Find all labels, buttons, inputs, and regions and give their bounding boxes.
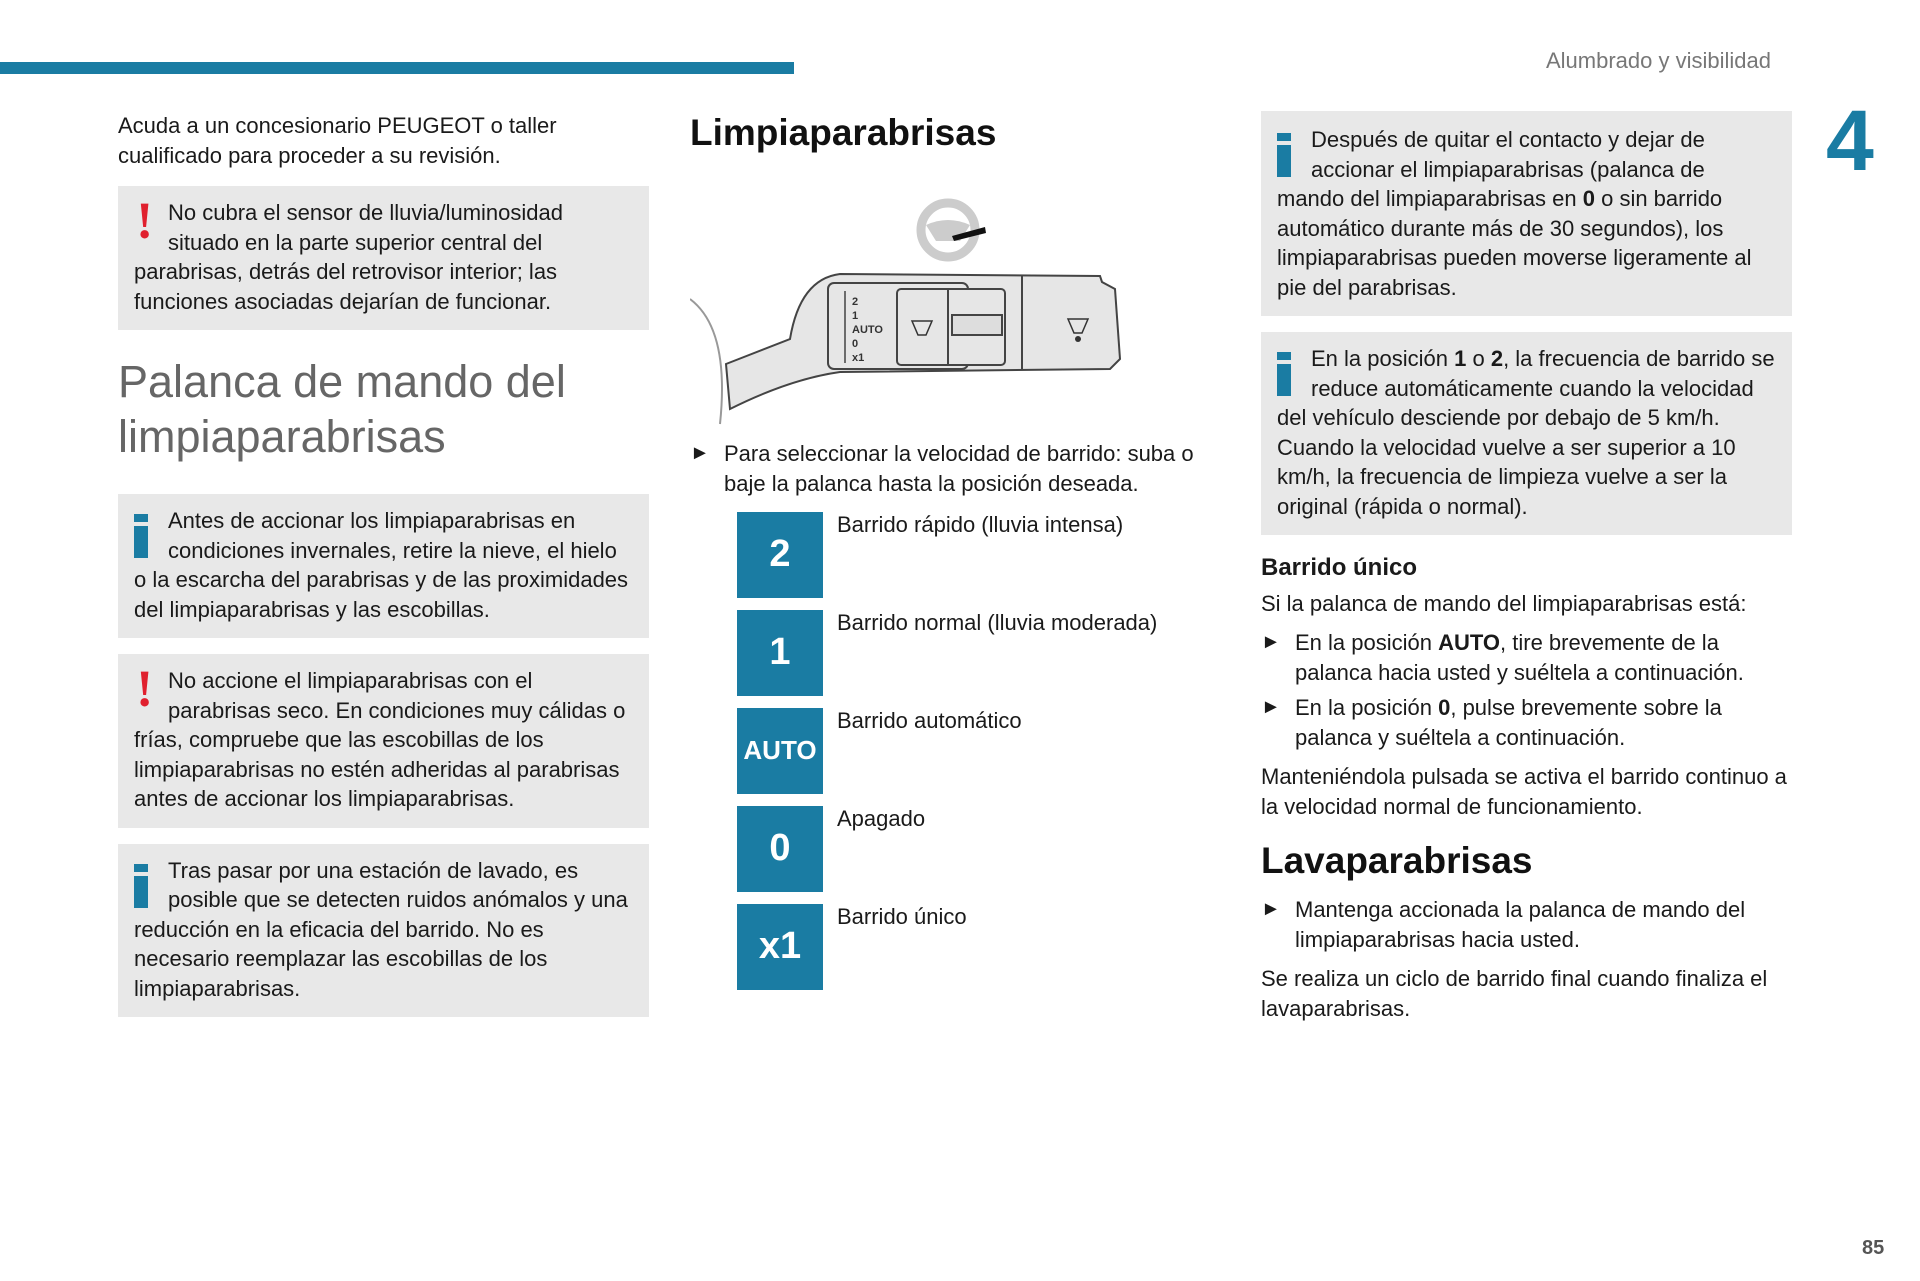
position-badge: 0 (737, 806, 823, 892)
steering-wheel-icon (921, 203, 986, 257)
instruction-text: Mantenga accionada la palanca de mando del limpiaparabrisas hacia usted. (1295, 897, 1746, 952)
arrow-icon: ► (1261, 898, 1281, 920)
arrow-icon: ► (1261, 696, 1281, 718)
info-icon (1277, 344, 1311, 400)
position-label-1: 1 (852, 310, 859, 322)
info-text: Después de quitar el contacto y dejar de accionar el limpiaparabrisas (palanca de mando del limpiaparabrisas en 0 o sin barrido automático durante más de 30 segundos), los limpiaparabrisas pueden moverse ligeramente al pie del parabrisas. (1277, 127, 1752, 300)
info-icon (1277, 125, 1311, 181)
instruction-text: En la posición AUTO, tire brevemente de la palanca hacia usted y suéltela a continuación. (1295, 630, 1744, 685)
position-label-0: 0 (852, 338, 859, 350)
info-box (118, 494, 649, 638)
wiper-stalk-illustration (690, 159, 1150, 429)
position-label: Apagado (837, 806, 926, 831)
column-3 (1261, 111, 1792, 1023)
position-label: Barrido rápido (lluvia intensa) (837, 512, 1124, 537)
warning-box (118, 186, 649, 330)
position-label-auto: AUTO (852, 324, 883, 336)
info-text: Cuando la velocidad vuelve a ser superior a 10 km/h, la frecuencia de limpieza vuelve a ser la original (rápida o normal). (1277, 434, 1736, 519)
position-item (690, 904, 1200, 1002)
instruction-bullet (1261, 693, 1792, 752)
arrow-icon: ► (1261, 631, 1281, 653)
position-list (690, 512, 1200, 1002)
subheading: Barrido único (1261, 554, 1418, 581)
intro-text: Acuda a un concesionario PEUGEOT o taller cualificado para proceder a su revisión. (118, 113, 557, 168)
info-text: Tras pasar por una estación de lavado, es posible que se detecten ruidos anómalos y una reducción en la eficacia del barrido. No es necesario reemplazar las escobillas de los limpiaparabrisas. (134, 857, 628, 1001)
arrow-icon: ► (690, 442, 710, 464)
info-text: En la posición 1 o 2, la frecuencia de barrido se reduce automáticamente cuando la velocidad del vehículo desciende por debajo de 5 km/h. (1277, 346, 1775, 430)
column-1 (118, 111, 649, 1033)
info-box (1261, 332, 1792, 535)
body-text: Si la palanca de mando del limpiaparabrisas está: (1261, 590, 1747, 616)
position-item (690, 610, 1200, 708)
position-badge: AUTO (737, 708, 823, 794)
section-heading: Limpiaparabrisas (690, 112, 997, 153)
warning-icon: ! (136, 661, 154, 718)
header-accent-bar (0, 62, 794, 74)
info-box (1261, 111, 1792, 316)
position-item (690, 708, 1200, 806)
section-heading: Palanca de mando del limpiaparabrisas (118, 356, 566, 462)
position-badge: 2 (737, 512, 823, 598)
section-title: Alumbrado y visibilidad (1546, 48, 1771, 73)
instruction-bullet (1261, 895, 1792, 954)
info-icon (134, 506, 168, 562)
chapter-number: 4 (1826, 93, 1874, 189)
instruction-bullet (690, 439, 1200, 498)
warning-text: No cubra el sensor de lluvia/luminosidad situado en la parte superior central del parabrisas, detrás del retrovisor interior; las funciones asociadas dejarían de funcionar. (134, 200, 563, 314)
body-text: Se realiza un ciclo de barrido final cuando finaliza el lavaparabrisas. (1261, 966, 1768, 1021)
position-badge: 1 (737, 610, 823, 696)
position-label-x1: x1 (852, 352, 865, 364)
warning-text: No accione el limpiaparabrisas con el parabrisas seco. En condiciones muy cálidas o frías, compruebe que las escobillas de los limpiaparabrisas no estén adheridas al parabrisas antes de accionar los limpiaparabrisas. (134, 668, 626, 811)
page-number: 85 (1862, 1237, 1885, 1259)
section-heading: Lavaparabrisas (1261, 840, 1533, 881)
warning-icon: ! (136, 193, 154, 250)
instruction-text: En la posición 0, pulse brevemente sobre la palanca y suéltela a continuación. (1295, 695, 1722, 750)
position-label: Barrido normal (lluvia moderada) (837, 610, 1158, 635)
instruction-text: Para seleccionar la velocidad de barrido: suba o baje la palanca hasta la posición deseada. (724, 441, 1194, 496)
position-item (690, 512, 1200, 610)
position-label-2: 2 (852, 296, 859, 308)
position-label: Barrido automático (837, 708, 1022, 733)
info-icon (134, 856, 168, 912)
warning-box (118, 654, 649, 828)
body-text: Manteniéndola pulsada se activa el barrido continuo a la velocidad normal de funcionamiento. (1261, 764, 1787, 819)
position-item (690, 806, 1200, 904)
info-box (118, 844, 649, 1018)
instruction-bullet (1261, 628, 1792, 687)
column-2 (690, 111, 1200, 1002)
info-text: Antes de accionar los limpiaparabrisas en condiciones invernales, retire la nieve, el hielo o la escarcha del parabrisas y de las proximidades del limpiaparabrisas y las escobillas. (134, 508, 629, 622)
position-badge: x1 (737, 904, 823, 990)
position-label: Barrido único (837, 904, 967, 929)
